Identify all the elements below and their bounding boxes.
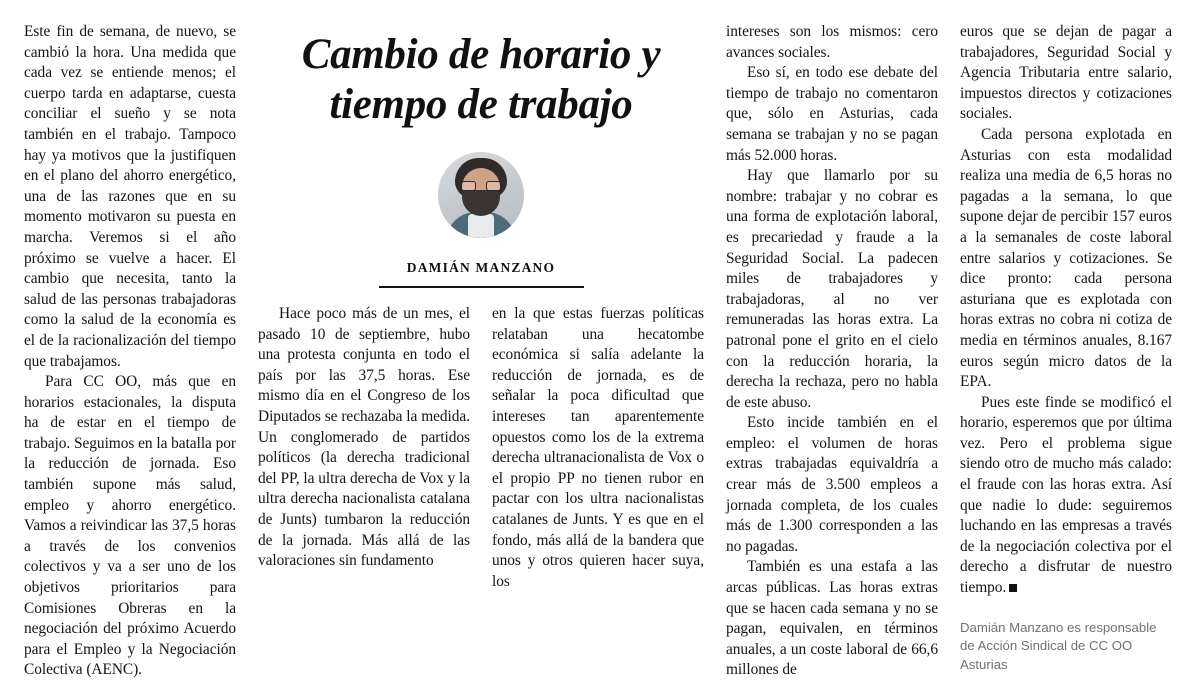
paragraph: También es una estafa a las arcas públicas. Las horas extras que se hacen cada semana y no se pagan, equivalen, en términos anuales, a un coste laboral de 66,6 millones de [726,558,938,679]
paragraph: Hace poco más de un mes, el pasado 10 de septiembre, hubo una protesta conjunta en todo el país por las 37,5 horas. Ese mismo día en el Congreso de los Diputados se rechazaba la medida. Un conglomerado de partidos políticos (la derecha tradicional del PP, la ultra derecha de Vox y la ultra derecha nacionalista catalana de Junts) tumbaron la reducción de la jornada. Más allá de las valoraciones sin fundamento [258,305,470,570]
column-5 [960,22,1172,672]
column-3 [492,304,704,592]
author-bio: Damián Manzano es responsable de Acción Sindical de CC OO Asturias [960,619,1157,672]
paragraph: Cada persona explotada en Asturias con esta modalidad realiza una media de 6,5 horas no pagadas a la semana, lo que supone dejar de percibir 157 euros a la semanales de coste laboral entre salarios y cotizaciones. Se dice pronto: cada persona asturiana que es explotada con horas extras no cobra ni cotiza de media en términos anuales, 8.167 euros según micro datos de la EPA. [960,125,1172,391]
paragraph: Para CC OO, más que en horarios estacionales, la disputa ha de estar en el tiempo de trabajo. Seguimos en la batalla por la reducción de jornada. Eso también supone más salud, empleo y ahorro energético. Vamos a reivindicar las 37,5 horas a través de los convenios colectivos y va a ser uno de los objetivos prioritarios para Comisiones Obreras en la negociación del próximo Acuerdo para el Empleo y la Negociación Colectiva (AENC). [24,373,236,679]
column-2 [258,304,470,592]
page-title: Cambio de horario y tiempo de trabajo [301,31,661,128]
article-columns [24,22,1176,679]
paragraph: Hay que llamarlo por su nombre: trabajar y no cobrar es una forma de explotación laboral, es precariedad y fraude a la Seguridad Social. La padecen miles de trabajadores y trabajadoras, al no ver remuneradas las horas extra. La patronal pone el grito en el cielo con la reducción horaria, la derecha la rechaza, pero no habla de este abuso. [726,167,938,411]
byline: DAMIÁN MANZANO [406,260,556,275]
paragraph: en la que estas fuerzas políticas relataban una hecatombe económica si salía adelante la reducción de jornada, es de señalar la poca dificultad que intereses tan aparentemente opuestos como los de la extrema derecha ultranacionalista de Vox o el propio PP no tienen rubor en pactar con los ultra nacionalistas catalanes de Junts. Y es que en el fondo, más allá de la bandera que unos y otros quieren hacer suya, los [492,305,704,590]
paragraph: euros que se dejan de pagar a trabajadores, Seguridad Social y Agencia Tributaria entre salario, impuestos directos y cotizaciones sociales. [960,23,1172,123]
column-4 [726,22,938,679]
avatar [438,152,524,238]
paragraph: intereses son los mismos: cero avances sociales. [726,23,938,61]
paragraph: Eso sí, en todo ese debate del tiempo de trabajo no comentaron que, sólo en Asturias, cada semana se trabajan y no se pagan más 52.000 horas. [726,64,938,164]
avatar-shirt [468,214,494,238]
column-1 [24,22,236,679]
glasses-icon [461,181,501,191]
paragraph-text: Pues este finde se modificó el horario, esperemos que por última vez. Pero el problema sigue siendo otro de mucho más calado: el fraude con las horas extra. Así que nadie lo dude: seguiremos luchando en las empresas a través de la negociación colectiva por el derecho a disfrutar de nuestro tiempo. [960,393,1172,597]
byline-divider [379,286,584,288]
paragraph: Este fin de semana, de nuevo, se cambió la hora. Una medida que cada vez se entiende menos; el cuerpo tarda en adaptarse, cuesta conciliar el sueño y se nota también en el trabajo. Tampoco hay ya motivos que la justifiquen en el plano del ahorro energético, una de las razones que en su momento motivaron su puesta en marcha. Veremos si el año próximo se vuelve a hacer. El cambio que necesita, tanto la salud de las personas trabajadoras como la salud de la economía es el de la racionalización del tiempo que trabajamos. [24,23,236,370]
columns-2-3-body [258,304,704,592]
paragraph: Esto incide también en el empleo: el volumen de horas extras trabajadas equivaldría a crear más de 3.500 empleos a jornada completa, de los cuales más de 1.300 corresponden a las no pagadas. [726,414,938,555]
paragraph-last [960,393,1172,599]
end-mark-icon [1009,584,1017,592]
headline-and-columns [258,22,704,619]
headline-block [258,30,704,288]
